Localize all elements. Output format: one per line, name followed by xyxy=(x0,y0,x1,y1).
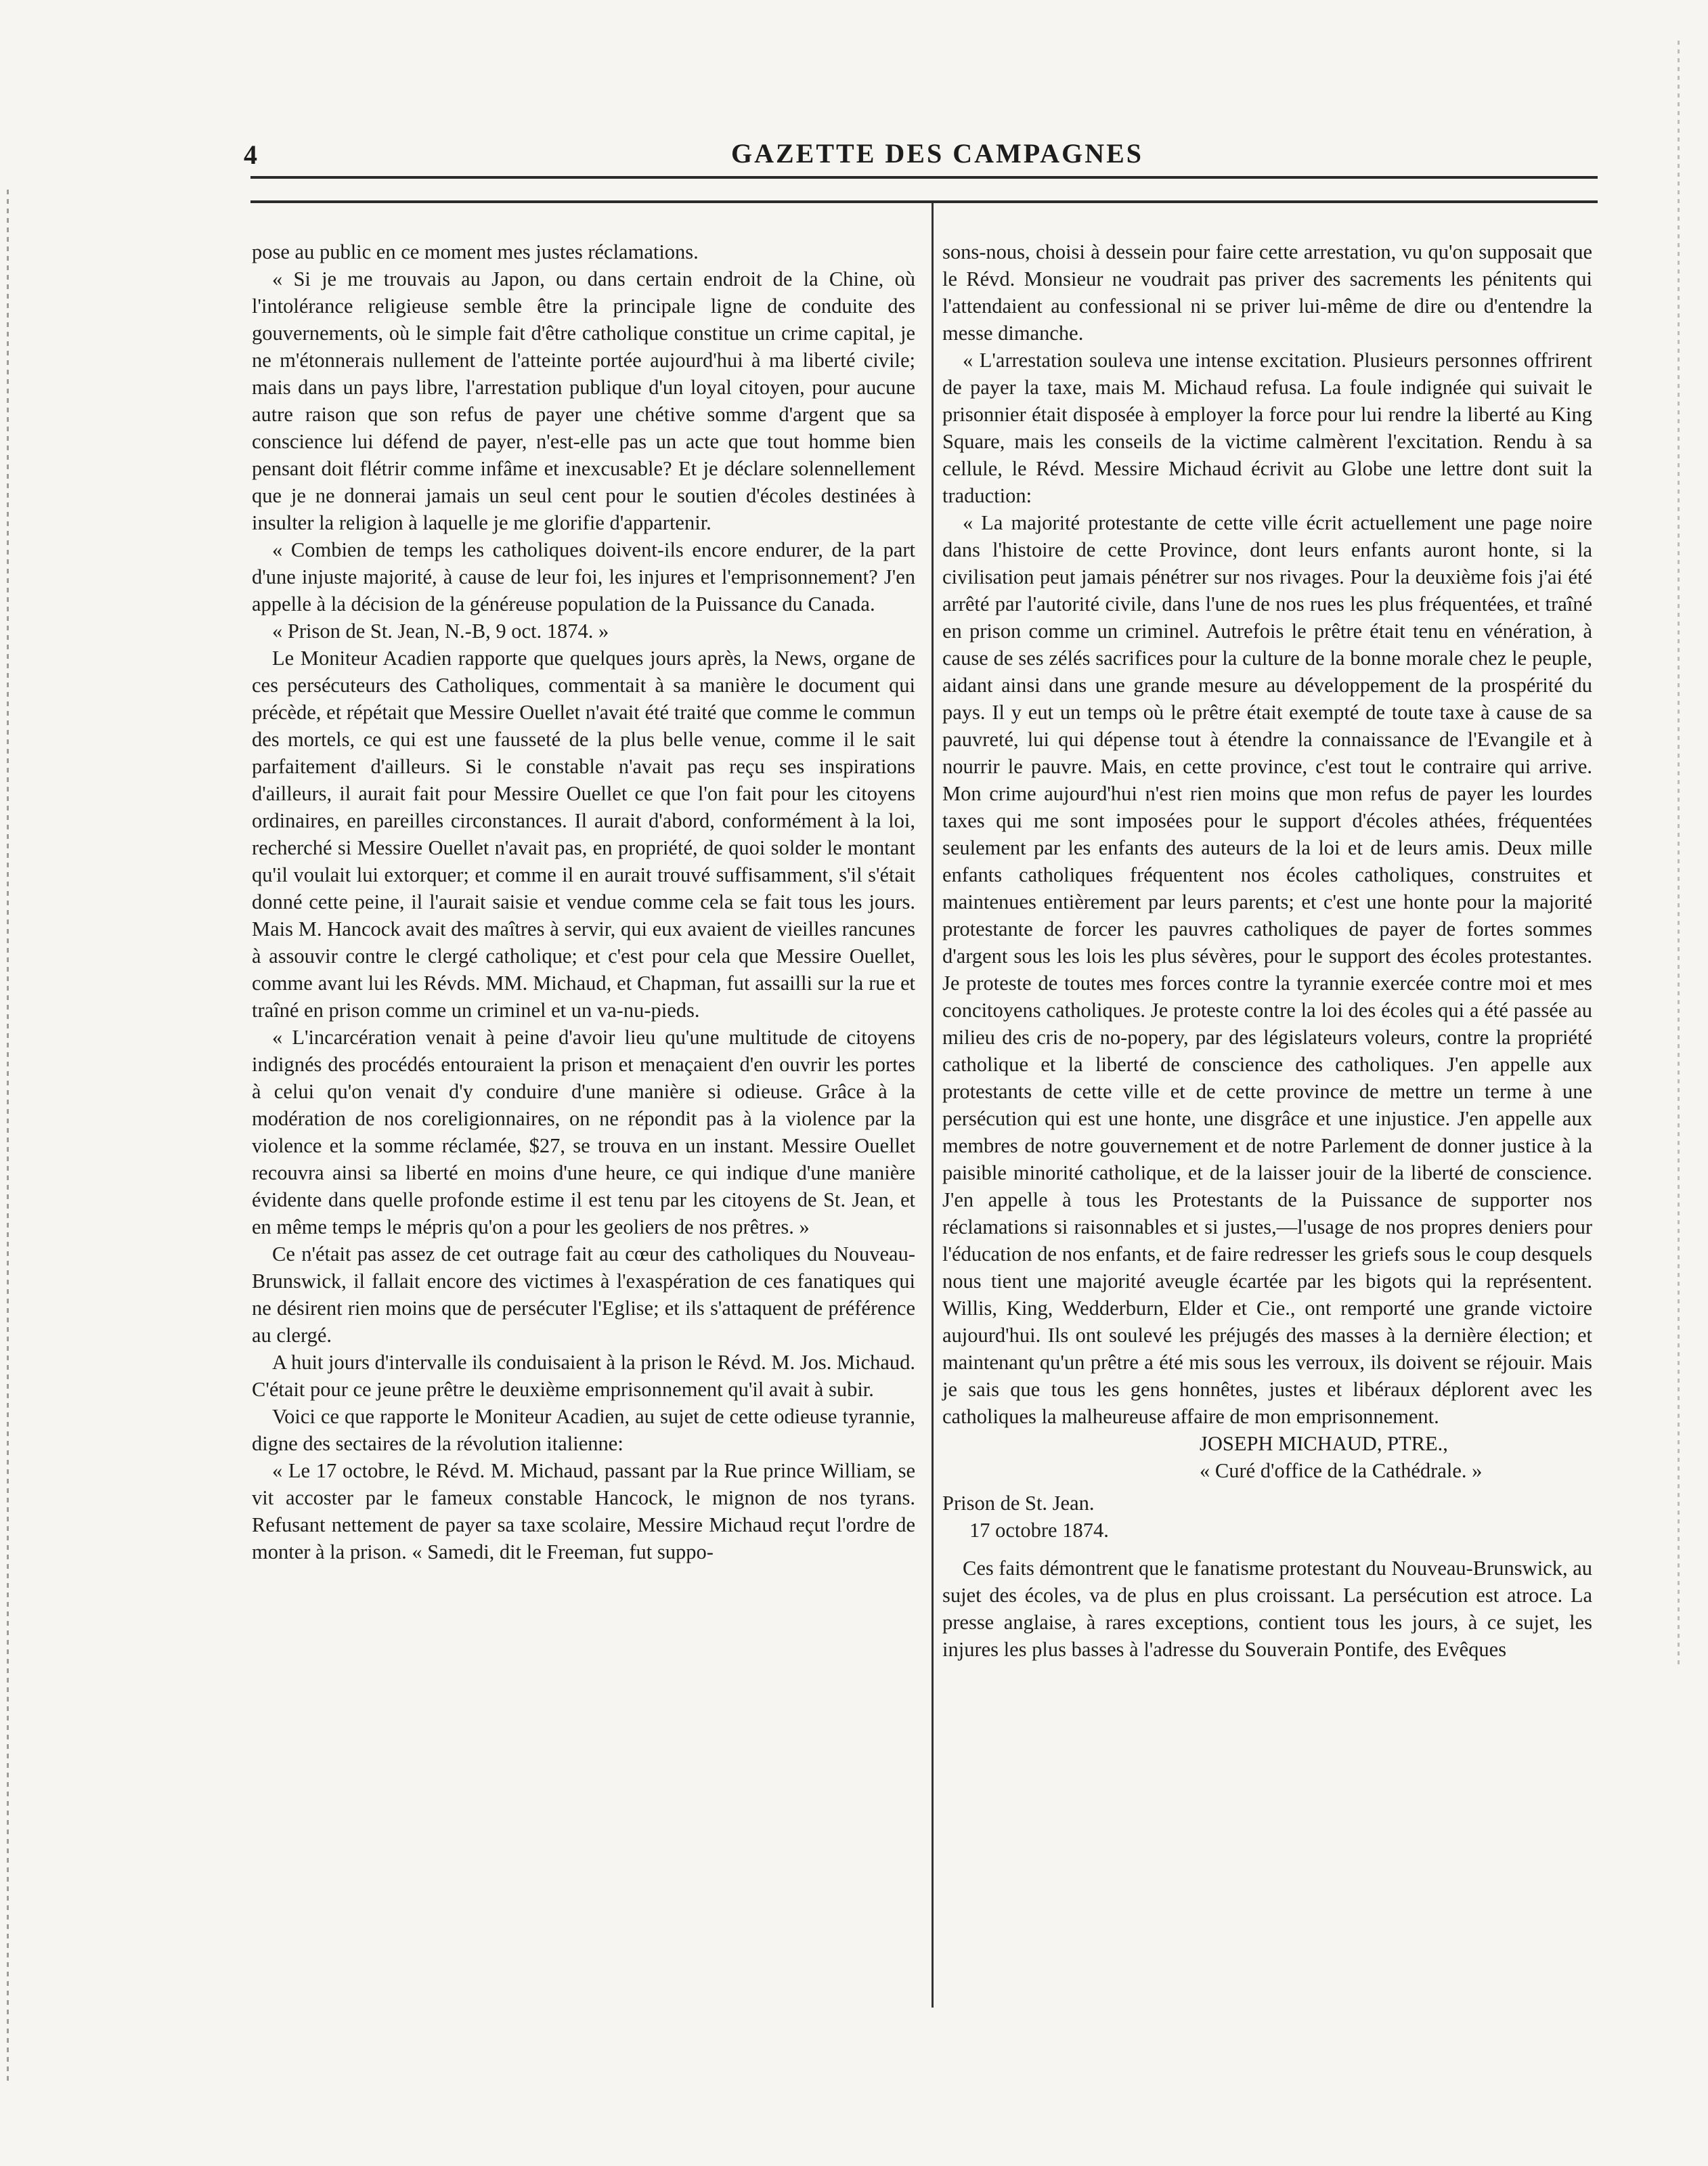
scan-edge-left xyxy=(7,190,9,2085)
page-number: 4 xyxy=(244,139,257,170)
dateline-place: Prison de St. Jean. xyxy=(942,1492,1095,1515)
right-paragraph: « L'arrestation souleva une intense excitation. Plusieurs personnes offrirent de payer la taxe, mais M. Michaud refusa. La foule indignée qui suivait le prisonnier était disposée à employer la force pour lui rendre la liberté au King Square, mais les conseils de la victime calmèrent l'excitation. Rendu à sa cellule, le Révd. Messire Michaud écrivit au Globe une lettre dont suit la traduction: xyxy=(942,349,1592,507)
left-paragraph: Ce n'était pas assez de cet outrage fait au cœur des catholiques du Nouveau-Brunswick, il fallait encore des victimes à l'exaspération de ces fanatiques qui ne désirent rien moins que de persécuter l'Eglise; et ils s'attaquent de préférence au clergé. xyxy=(252,1242,915,1347)
right-paragraph: « La majorité protestante de cette ville écrit actuellement une page noire dans l'histoire de cette Province, dont leurs enfants auront honte, si la civilisation peut jamais pénétrer sur nos rivages. Pour la deuxième fois j'ai été arrêté par l'autorité civile, dans l'une de nos rues les plus fréquentées, et traîné en prison comme un criminel. Autrefois le prêtre était tenu en vénération, à cause de ses zélés sacrifices pour la culture de la bonne morale chez le peuple, aidant ainsi dans une grande mesure au développement de la prospérité du pays. Il y eut un temps où le prêtre était exempté de toute taxe à cause de sa pauvreté, lui qui dépense tout à étendre la connaissance de l'Evangile et à nourrir le pauvre. Mais, en cette province, c'est tout le contraire qui arrive. Mon crime aujourd'hui n'est rien moins que mon refus de payer les lourdes taxes qui me sont imposées pour le support d'écoles athées, fréquentées seulement par les enfants des auteurs de la loi et de leurs amis. Deux mille enfants catholiques fréquentent nos écoles catholiques, construites et maintenues entièrement par leurs parents; et c'est une honte pour la majorité protestante de forcer les pauvres catholiques de payer de fortes sommes d'argent sous les lois les plus sévères, pour le support des écoles protestantes. Je proteste de toutes mes forces contre la tyrannie exercée contre moi et mes concitoyens catholiques. Je proteste contre la loi des écoles qui a été passée au milieu des cris de no-popery, par des législateurs voleurs, contre la propriété catholique et la liberté de conscience des catholiques. J'en appelle aux protestants de cette ville et de cette province de mettre un terme à une persécution qui est une honte, une disgrâce et une injustice. J'en appelle aux membres de notre gouvernement et de notre Parlement de donner justice à la paisible minorité catholique, et de la laisser jouir de la liberté de conscience. J'en appelle à tous les Protestants de la Puissance de supporter nos réclamations si raisonnables et si justes,—l'usage de nos propres deniers pour l'éducation de nos enfants, et de faire redresser les griefs sous le coup desquels nous tient une majorité aveugle écartée par les bigots qui la représentent. Willis, King, Wedderburn, Elder et Cie., ont remporté une grande victoire aujourd'hui. Ils ont soulevé les préjugés des masses à la dernière élection; et maintenant qu'un prêtre a été mis sous les verroux, ils doivent se réjouir. Mais je sais que tous les gens honnêtes, justes et libéraux déplorent avec les catholiques la malheureuse affaire de mon emprisonnement. xyxy=(942,511,1592,1428)
left-paragraph: Voici ce que rapporte le Moniteur Acadien, au sujet de cette odieuse tyrannie, digne des sectaires de la révolution italienne: xyxy=(252,1405,915,1455)
left-paragraph: A huit jours d'intervalle ils conduisaient à la prison le Révd. M. Jos. Michaud. C'était pour ce jeune prêtre le deuxième emprisonnement qu'il avait à subir. xyxy=(252,1351,916,1401)
left-column xyxy=(252,238,915,1565)
header-rule-lower xyxy=(250,200,1598,203)
left-paragraph: « L'incarcération venait à peine d'avoir lieu qu'une multitude de citoyens indignés des procédés entouraient la prison et menaçaient d'en ouvrir les portes à celui qu'on venait d'y conduire d'une manière si odieuse. Grâce à la modération de nos coreligionnaires, on ne répondit pas à la violence par la violence et la somme réclamée, $27, se trouva en un instant. Messire Ouellet recouvra ainsi sa liberté en moins d'une heure, ce qui indique d'une manière évidente dans quelle profonde estime il est tenu par les citoyens de St. Jean, et en même temps le mépris qu'on a pour les geoliers de nos prêtres. » xyxy=(252,1026,915,1238)
right-column xyxy=(942,238,1592,1663)
left-paragraph: « Combien de temps les catholiques doivent-ils encore endurer, de la part d'une injuste majorité, à cause de leur foi, les injures et l'emprisonnement? J'en appelle à la décision de la généreuse population de la Puissance du Canada. xyxy=(252,538,915,615)
scan-edge-right xyxy=(1678,41,1680,1666)
running-title: GAZETTE DES CAMPAGNES xyxy=(731,138,1144,169)
dateline-date: 17 octobre 1874. xyxy=(969,1519,1109,1542)
right-paragraph: sons-nous, choisi à dessein pour faire cette arrestation, vu qu'on supposait que le Révd. Monsieur ne voudrait pas priver des sacrements les pénitents qui l'attendaient au confessional ni se priver lui-même de dire ou d'entendre la messe dimanche. xyxy=(942,240,1592,345)
column-divider xyxy=(932,203,934,2008)
left-paragraph: Le Moniteur Acadien rapporte que quelques jours après, la News, organe de ces persécuteurs des Catholiques, commentait à sa manière le document qui précède, et répétait que Messire Ouellet n'avait été traité que comme le commun des mortels, ce qui est une fausseté de la plus belle venue, comme il le sait parfaitement d'ailleurs. Si le constable n'avait pas reçu ses inspirations d'ailleurs, il aurait fait pour Messire Ouellet ce que l'on fait pour les citoyens ordinaires, en pareilles circonstances. Il aurait d'abord, conformément à la loi, recherché si Messire Ouellet n'avait pas, en propriété, de quoi solder le montant qu'il voulait lui extorquer; et comme il en aurait trouvé suffisamment, s'il s'était donné cette peine, il l'aurait saisie et vendue comme cela se fait tous les jours. Mais M. Hancock avait des maîtres à servir, qui eux avaient de vieilles rancunes à assouvir contre le clergé catholique; et c'est pour cela que Messire Ouellet, comme avant lui les Révds. MM. Michaud, et Chapman, fut assailli sur la rue et traîné en prison comme un criminel et un va-nu-pieds. xyxy=(252,647,915,1022)
signature-title: « Curé d'office de la Cathédrale. » xyxy=(1200,1459,1483,1482)
header-rule xyxy=(250,176,1598,179)
signature-name: JOSEPH MICHAUD, PTRE., xyxy=(1200,1432,1448,1455)
right-paragraph: Ces faits démontrent que le fanatisme protestant du Nouveau-Brunswick, au sujet des écoles, va de plus en plus croissant. La persécution est atroce. La presse anglaise, à rares exceptions, contient tous les jours, à ce sujet, les injures les plus basses à l'adresse du Souverain Pontife, des Evêques xyxy=(942,1557,1592,1661)
left-paragraph: « Le 17 octobre, le Révd. M. Michaud, passant par la Rue prince William, se vit accoster par le fameux constable Hancock, le mignon de nos tyrans. Refusant nettement de payer sa taxe scolaire, Messire Michaud reçut l'ordre de monter à la prison. « Samedi, dit le Freeman, fut suppo- xyxy=(252,1459,915,1563)
left-paragraph: « Prison de St. Jean, N.-B, 9 oct. 1874. » xyxy=(272,620,609,643)
dateline xyxy=(942,1490,1592,1544)
left-paragraph: pose au public en ce moment mes justes réclamations. xyxy=(252,240,699,263)
left-paragraph: « Si je me trouvais au Japon, ou dans certain endroit de la Chine, où l'intolérance religieuse semble être la principale ligne de conduite des gouvernements, où le simple fait d'être catholique constitue un crime capital, je ne m'étonnerais nullement de l'atteinte portée aujourd'hui à ma liberté civile; mais dans un pays libre, l'arrestation publique d'un loyal citoyen, pour aucune autre raison que son refus de payer une chétive somme d'argent que sa conscience lui défend de payer, n'est-elle pas un acte que tout homme bien pensant doit flétrir comme infâme et inexcusable? Et je déclare solennellement que je ne donnerai jamais un seul cent pour le soutien d'écoles destinées à insulter la religion à laquelle je me glorifie d'appartenir. xyxy=(252,267,915,534)
